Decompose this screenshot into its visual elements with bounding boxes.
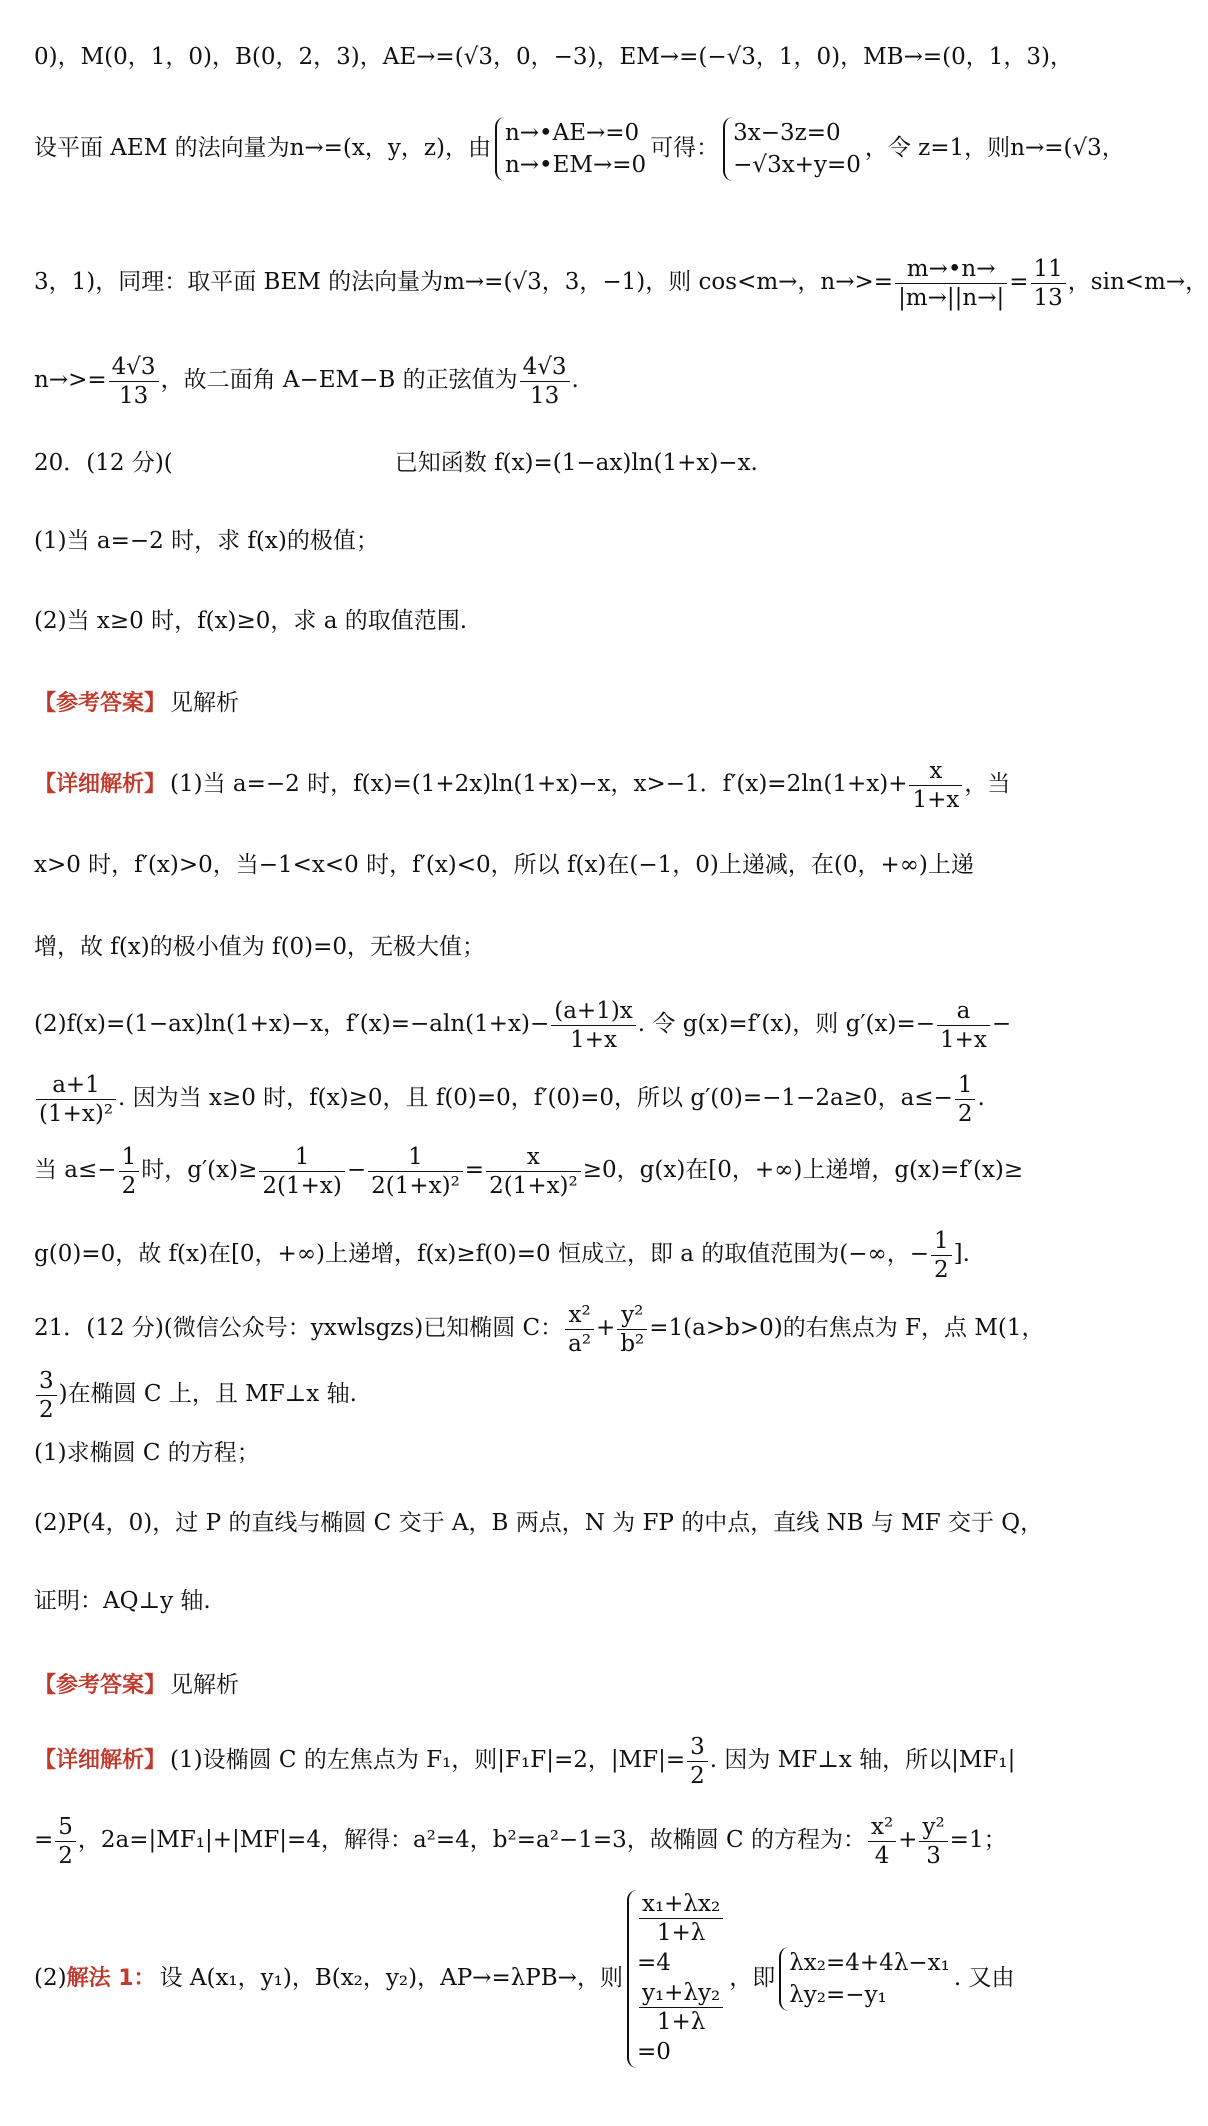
text-run: ，当 — [964, 771, 1011, 797]
text-line — [34, 1222, 1051, 1292]
fraction — [895, 255, 1007, 312]
fraction — [617, 1301, 647, 1358]
text-line — [34, 1362, 1051, 1432]
numerator: y² — [617, 1301, 647, 1330]
text-line — [34, 1138, 1051, 1208]
fraction — [259, 1143, 344, 1200]
text-line — [34, 604, 1051, 638]
denominator: 2(1+x)² — [371, 1172, 460, 1199]
fraction — [937, 997, 990, 1054]
numerator: 11 — [1031, 255, 1066, 284]
fraction — [639, 1890, 723, 1947]
numerator: 5 — [55, 1813, 76, 1842]
text-run: . 因为当 x≥0 时，f(x)≥0，且 f(0)=0，f′(0)=0，所以 g′(0)=−1−2a≥0，a≤− — [118, 1085, 953, 1111]
answer-line — [34, 1668, 1051, 1703]
text-line — [34, 348, 1051, 418]
text-run: + — [596, 1315, 616, 1341]
equation: n→•AE→=0 — [504, 120, 640, 146]
fraction — [639, 1979, 723, 2036]
denominator: a² — [568, 1330, 592, 1357]
denominator: 13 — [1033, 284, 1063, 311]
text-run: (1)求椭圆 C 的方程； — [34, 1440, 260, 1466]
problem-20-heading — [34, 446, 1051, 480]
equation: λy₂=−y₁ — [789, 1982, 887, 2008]
text-line — [34, 1890, 1051, 2065]
equation: n→•EM→=0 — [504, 152, 647, 178]
answer-text: 见解析 — [170, 690, 240, 716]
text-run: − — [991, 1011, 1012, 1037]
denominator: 4 — [874, 1842, 890, 1869]
text-line — [34, 1066, 1051, 1136]
text-run: =1； — [949, 1827, 1007, 1853]
text-line — [34, 524, 1051, 558]
text-run: 设 A(x₁，y₁)，B(x₂，y₂)，AP→=λPB→，则 — [159, 1965, 623, 1991]
equation-rhs: =0 — [636, 2039, 671, 2065]
text-run: =1(a>b>0)的右焦点为 F，点 M(1， — [649, 1315, 1045, 1341]
fraction — [551, 997, 636, 1054]
denominator: 13 — [118, 382, 149, 409]
fraction — [36, 1071, 116, 1128]
text-run: 证明：AQ⊥y 轴. — [34, 1588, 211, 1614]
numerator: 3 — [687, 1733, 708, 1762]
answer-text: 见解析 — [170, 1672, 240, 1698]
text-run: g(0)=0，故 f(x)在[0，+∞)上递增，f(x)≥f(0)=0 恒成立，即 a 的取值范围为(−∞，− — [34, 1241, 929, 1267]
detail-tag: 【详细解析】 — [34, 1748, 167, 1773]
denominator: 2 — [121, 1172, 137, 1199]
text-run: 可得： — [650, 135, 720, 161]
text-run: 0)，M(0，1，0)，B(0，2，3)，AE→=(√3，0，−3)，EM→=(−√3，1，0)，MB→=(0，1，3)， — [34, 44, 1073, 70]
denominator: 2(1+x) — [262, 1172, 342, 1199]
text-run: . 因为 MF⊥x 轴，所以|MF₁| — [709, 1747, 1016, 1773]
fraction — [109, 353, 159, 410]
text-line — [34, 992, 1051, 1062]
text-run: = — [464, 1157, 485, 1183]
text-run: n→>= — [34, 367, 107, 393]
numerator: x² — [565, 1301, 594, 1330]
denominator: 2 — [957, 1100, 973, 1127]
text-run: (2)P(4，0)，过 P 的直线与椭圆 C 交于 A，B 两点，N 为 FP 的中点，直线 NB 与 MF 交于 Q， — [34, 1510, 1044, 1536]
equation: λx₂=4+4λ−x₁ — [789, 1950, 950, 1976]
text-run: 增，故 f(x)的极小值为 f(0)=0，无极大值； — [34, 934, 486, 960]
numerator: x² — [868, 1813, 896, 1842]
text-run: 3，1)，同理：取平面 BEM 的法向量为m→=(√3，3，−1)，则 cos<m→，n→>= — [34, 269, 894, 295]
text-run: x>0 时，f′(x)>0，当−1<x<0 时，f′(x)<0，所以 f(x)在(−1，0)上递减，在(0，+∞)上递 — [34, 852, 974, 878]
denominator: (1+x)² — [39, 1100, 114, 1127]
answer-tag: 【参考答案】 — [34, 1673, 167, 1698]
numerator: 1 — [931, 1227, 952, 1256]
text-run: 21．(12 分)(微信公众号：yxwlsgzs)已知椭圆 C： — [34, 1315, 564, 1341]
problem-21-heading — [34, 1296, 1051, 1366]
detail-tag: 【详细解析】 — [34, 772, 167, 797]
equation-system — [779, 1947, 950, 2011]
equation: 3x−3z=0 — [733, 120, 841, 146]
text-line — [34, 1728, 1051, 1798]
text-run: = — [34, 1827, 54, 1853]
text-run: ，故二面角 A−EM−B 的正弦值为 — [160, 367, 518, 393]
text-run: = — [1009, 269, 1029, 295]
fraction — [119, 1143, 140, 1200]
equation-rhs: =4 — [636, 1950, 671, 1976]
answer-line — [34, 686, 1051, 721]
text-run: (1)当 a=−2 时，求 f(x)的极值； — [34, 528, 379, 554]
fraction — [919, 1813, 947, 1870]
numerator: x₁+λx₂ — [639, 1890, 723, 1919]
equation-system — [627, 1890, 725, 2068]
denominator: |m→||n→| — [898, 284, 1005, 311]
numerator: 1 — [119, 1143, 140, 1172]
text-run: + — [898, 1827, 918, 1853]
numerator: y₁+λy₂ — [639, 1979, 723, 2008]
text-line — [34, 40, 1073, 74]
fraction — [486, 1143, 581, 1200]
equation — [637, 1890, 725, 1979]
numerator: a — [937, 997, 990, 1026]
text-run: ，sin<m→， — [1067, 269, 1208, 295]
fraction — [36, 1367, 57, 1424]
text-run: ，2a=|MF₁|+|MF|=4，解得：a²=4，b²=a²−1=3，故椭圆 C 的方程为： — [77, 1827, 866, 1853]
text-run: 设平面 AEM 的法向量为n→=(x，y，z)，由 — [34, 135, 491, 161]
equation: −√3x+y=0 — [733, 152, 861, 178]
fraction — [909, 757, 962, 814]
denominator: 3 — [926, 1842, 941, 1869]
text-run: (2)当 x≥0 时，f(x)≥0，求 a 的取值范围. — [34, 608, 468, 634]
denominator: 2(1+x)² — [489, 1172, 578, 1199]
fraction — [565, 1301, 594, 1358]
text-run: . — [977, 1085, 985, 1111]
text-run: ，令 z=1，则n→=(√3， — [864, 135, 1125, 161]
numerator: 1 — [368, 1143, 463, 1172]
denominator: 2 — [58, 1842, 73, 1869]
text-line — [34, 1584, 1051, 1618]
fraction — [955, 1071, 976, 1128]
fraction — [931, 1227, 952, 1284]
fraction — [1031, 255, 1066, 312]
text-run: − — [346, 1157, 367, 1183]
equation-system — [723, 117, 861, 181]
numerator: m→•n→ — [895, 255, 1007, 284]
text-run: 时，g′(x)≥ — [141, 1157, 258, 1183]
text-run: 当 a≤− — [34, 1157, 117, 1183]
denominator: 1+λ — [656, 2009, 706, 2035]
text-run: )在椭圆 C 上，且 MF⊥x 轴. — [58, 1381, 357, 1407]
denominator: 1+x — [940, 1026, 987, 1053]
equation-system — [495, 117, 646, 181]
fraction — [55, 1813, 76, 1870]
text-run: (2) — [34, 1965, 67, 1991]
denominator: 1+x — [570, 1026, 617, 1053]
fraction — [520, 353, 570, 410]
text-run: . 又由 — [953, 1965, 1015, 1991]
numerator: 4√3 — [520, 353, 570, 382]
text-line — [34, 930, 1051, 964]
text-run: (1)当 a=−2 时，f(x)=(1+2x)ln(1+x)−x，x>−1．f′(x)=2ln(1+x)+ — [170, 771, 908, 797]
numerator: 1 — [955, 1071, 976, 1100]
text-line — [34, 108, 1125, 192]
text-run: (1)设椭圆 C 的左焦点为 F₁，则|F₁F|=2，|MF|= — [170, 1747, 686, 1773]
problem-number: 20．(12 分)( — [34, 450, 173, 476]
numerator: 3 — [36, 1367, 57, 1396]
numerator: a+1 — [36, 1071, 116, 1100]
numerator: (a+1)x — [551, 997, 636, 1026]
text-line — [34, 1436, 1051, 1470]
denominator: 1+x — [912, 786, 960, 813]
answer-tag: 【参考答案】 — [34, 691, 167, 716]
numerator: x — [486, 1143, 581, 1172]
fraction — [868, 1813, 896, 1870]
text-run: (2)f(x)=(1−ax)ln(1+x)−x，f′(x)=−aln(1+x)− — [34, 1011, 550, 1037]
numerator: y² — [919, 1813, 947, 1842]
text-line — [34, 1808, 1051, 1878]
denominator: 13 — [529, 382, 560, 409]
solution-tag: 解法 1： — [66, 1966, 156, 1991]
text-line — [34, 250, 1208, 320]
text-run: ，即 — [729, 1965, 776, 1991]
text-line — [34, 848, 1051, 882]
denominator: 1+λ — [656, 1920, 706, 1946]
denominator: b² — [620, 1330, 645, 1357]
text-run: . — [571, 367, 579, 393]
numerator: x — [909, 757, 962, 786]
text-run: ≥0，g(x)在[0，+∞)上递增，g(x)=f′(x)≥ — [582, 1157, 1024, 1183]
numerator: 4√3 — [109, 353, 159, 382]
fraction — [687, 1733, 708, 1790]
text-line — [34, 1506, 1051, 1540]
text-run: . 令 g(x)=f′(x)，则 g′(x)=− — [637, 1011, 935, 1037]
text-run: ]. — [953, 1241, 970, 1267]
denominator: 2 — [933, 1256, 949, 1283]
fraction — [368, 1143, 463, 1200]
problem-statement: 已知函数 f(x)=(1−ax)ln(1+x)−x. — [394, 450, 758, 476]
denominator: 2 — [690, 1762, 705, 1789]
equation — [637, 1979, 725, 2068]
numerator: 1 — [259, 1143, 344, 1172]
denominator: 2 — [39, 1396, 54, 1423]
text-line — [34, 752, 1051, 822]
